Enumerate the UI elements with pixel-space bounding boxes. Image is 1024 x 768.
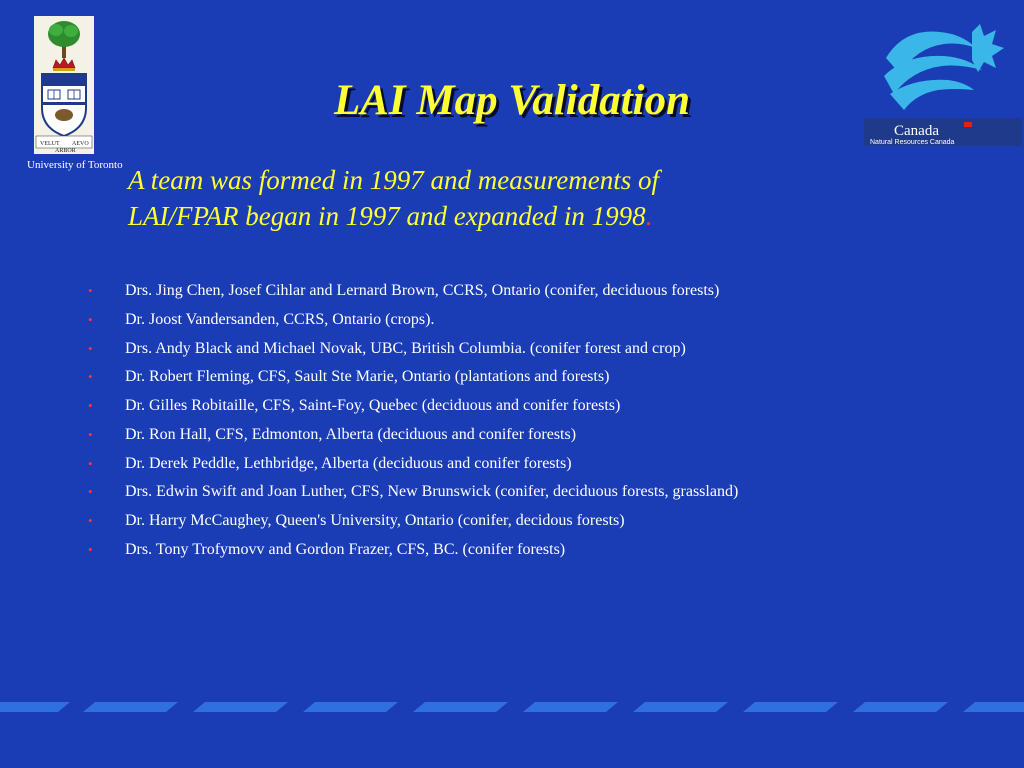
decorative-stripe <box>0 700 1024 714</box>
list-item-text: Drs. Tony Trofymovv and Gordon Frazer, CFS, BC. (conifer forests) <box>125 540 566 558</box>
bullet-icon: • <box>88 398 93 413</box>
list-item <box>88 536 988 565</box>
subtitle-period: . <box>645 201 653 231</box>
slide-subtitle <box>128 162 848 234</box>
bullet-icon: • <box>88 369 93 385</box>
bullet-icon: • <box>88 340 93 356</box>
list-item-text: Dr. Derek Peddle, Lethbridge, Alberta (deciduous and conifer forests) <box>125 454 572 472</box>
bullet-icon: • <box>88 484 93 500</box>
motto-bottom-text: ARBOR <box>55 148 76 154</box>
nrcan-subtext: Natural Resources Canada <box>870 139 955 146</box>
list-item <box>88 306 988 335</box>
list-item-text: Dr. Gilles Robitaille, CFS, Saint-Foy, Quebec (deciduous and conifer forests) <box>125 397 621 414</box>
list-item <box>88 392 988 421</box>
list-item-text: Dr. Harry McCaughey, Queen's University, Ontario (conifer, decidous forests) <box>125 512 625 529</box>
bullet-icon: • <box>88 541 93 557</box>
list-item <box>88 421 988 450</box>
list-item-text: Drs. Edwin Swift and Joan Luther, CFS, New Brunswick (conifer, deciduous forests, grassland) <box>125 483 739 501</box>
bullet-icon: • <box>88 426 93 442</box>
list-item-text: Drs. Jing Chen, Josef Cihlar and Lernard Brown, CCRS, Ontario (conifer, deciduous forests) <box>125 282 720 299</box>
list-item <box>88 335 988 364</box>
list-item-text: Dr. Ron Hall, CFS, Edmonton, Alberta (deciduous and conifer forests) <box>125 425 577 443</box>
bullet-icon: • <box>88 513 93 528</box>
list-item-text: Drs. Andy Black and Michael Novak, UBC, British Columbia. (conifer forest and crop) <box>125 339 686 357</box>
list-item <box>88 277 988 306</box>
list-item <box>88 478 988 507</box>
list-item-text: Dr. Joost Vandersanden, CCRS, Ontario (crops). <box>125 310 435 328</box>
motto-right-text: AEVO <box>72 141 89 147</box>
motto-left-text: VELUT <box>40 141 60 147</box>
bullet-icon: • <box>88 283 93 298</box>
list-item-text: Dr. Robert Fleming, CFS, Sault Ste Marie, Ontario (plantations and forests) <box>125 368 610 386</box>
subtitle-line-1: A team was formed in 1997 and measurements of <box>128 165 659 195</box>
slide-title: LAI Map Validation <box>333 77 691 124</box>
bullet-icon: • <box>88 455 93 471</box>
list-item <box>88 507 988 536</box>
uoft-caption: University of Toronto <box>27 159 123 171</box>
canada-wordmark: Canada <box>894 123 939 139</box>
subtitle-line-2: LAI/FPAR began in 1997 and expanded in 1998 <box>128 201 646 231</box>
bullet-list <box>88 277 988 565</box>
bullet-icon: • <box>88 311 93 327</box>
list-item <box>88 450 988 479</box>
list-item <box>88 363 988 392</box>
